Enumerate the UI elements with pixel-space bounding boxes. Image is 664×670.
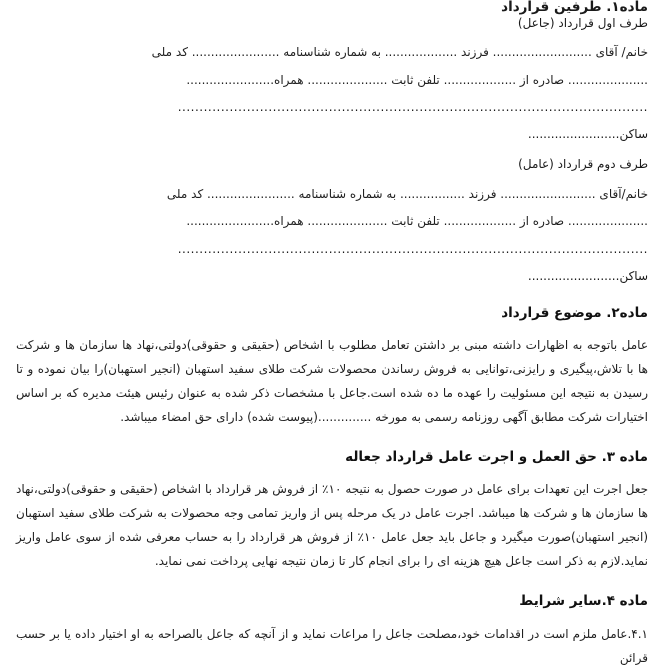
section-3-title: ماده ۳. حق العمل و اجرت عامل قرارداد جعاله (345, 449, 648, 465)
party-one-blank-line: ............................................................................................................. (177, 100, 648, 115)
section-1-heading-text: ماده۱. طرفین قرارداد (501, 0, 648, 15)
section-4-paragraph: ۴.۱.عامل ملزم است در اقدامات خود،مصلحت جاعل را مراعات نماید و از آنچه که جاعل بالصراحه به او اختیار داده یا بر حسب قرائن (16, 626, 648, 665)
party-two-label: طرف دوم قرارداد (عامل) (518, 157, 648, 172)
party-two-address: ساکن........................ (527, 268, 648, 283)
section-1-heading-clipped (16, 0, 648, 14)
section-2-paragraph: عامل باتوجه به اظهارات داشته مبنی بر داشتن تعامل مطلوب با اشخاص (حقیقی و حقوقی)دولتی،نهاد ها سازمان ها و شرکت ها با تلاش،پیگیری و رایزنی،توانایی به فروش رساندن محصولات شرکت طلای سفید استهبان (انجیر استهبان)را بیان نموده و تا رسیدن به نتیجه این مسئولیت را عهده ما ده شده است.جاعل با مشخصات ذکر شده به عنوان رئیس هیئت مدیره که بر اساس اختیارات شرکت مطابق آگهی روزنامه رسمی به مورخه ..............(پیوست شده) دارای حق امضاء میباشد. (16, 338, 648, 424)
section-3-paragraph: جعل اجرت این تعهدات برای عامل در صورت حصول به نتیجه ۱۰٪ از فروش هر قرارداد با اشخاص (حقیقی و حقوقی)دولتی،نهاد ها سازمان ها و شرکت ها میباشد. اجرت عامل در یک مرحله پس از واریز تمامی وجه محصولات به شرکت طلای سفید استهبان (انجیر استهبان)صورت میگیرد و جاعل باید جعل عامل ۱۰٪ از فروش هر قرارداد را به حساب معرفی شده از سوی عامل واریز نماید.لازم به ذکر است جاعل هیچ هزینه ای را برای انجام کار تا زمان نتیجه نهایی پرداخت نمی نماید. (16, 482, 649, 569)
section-4-title: ماده ۴.سایر شرایط (519, 593, 648, 610)
party-two-line-1: خانم/آقای ......................... فرزند ................. به شماره شناسنامه ....................... کد ملی (166, 186, 648, 201)
party-two-line-2: ..................... صادره از ................... تلفن ثابت ..................... همراه....................... (186, 214, 648, 229)
party-one-line-2: ..................... صادره از ................... تلفن ثابت ..................... همراه....................... (186, 72, 648, 87)
party-one-label: طرف اول قرارداد (جاعل) (517, 16, 648, 30)
section-2-title: ماده۲. موضوع قرارداد (501, 304, 648, 321)
party-two-blank-line: ............................................................................................................. (177, 241, 648, 256)
section-4-clipped-wrapper (16, 622, 648, 665)
party-one-address: ساکن........................ (527, 127, 648, 142)
party-one-line-1: خانم/ آقای .......................... فرزند ................... به شماره شناسنامه ....................... کد ملی (151, 45, 648, 60)
